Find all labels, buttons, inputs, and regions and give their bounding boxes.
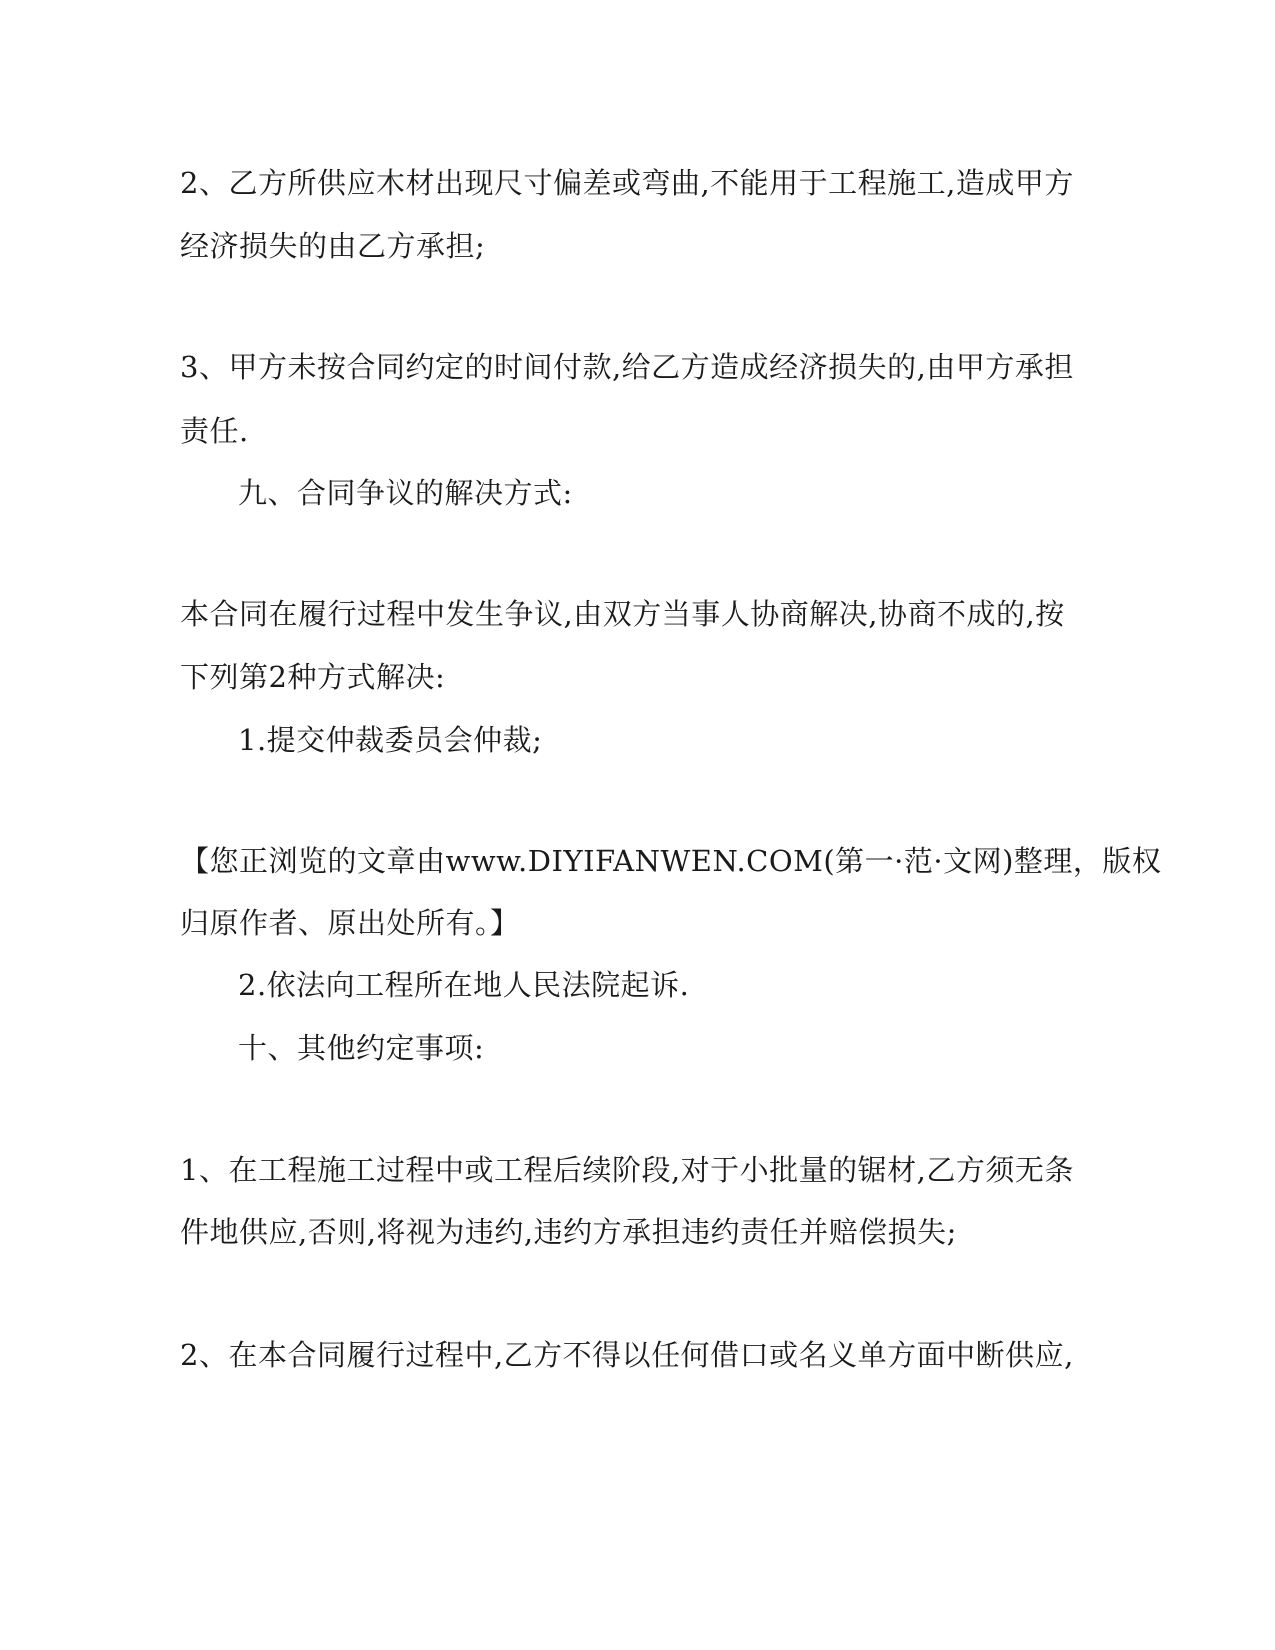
paragraph-line: 经济损失的由乙方承担; (180, 229, 486, 263)
list-item: 1.提交仲裁委员会仲裁; (238, 723, 543, 757)
paragraph-line: 本合同在履行过程中发生争议,由双方当事人协商解决,协商不成的,按 (180, 597, 1065, 631)
source-notice: 【您正浏览的文章由www.DIYIFANWEN.COM(第一·范·文网)整理，版权 (180, 844, 1162, 878)
source-notice: 归原作者、原出处所有。】 (180, 906, 520, 940)
paragraph-line: 1、在工程施工过程中或工程后续阶段,对于小批量的锯材,乙方须无条 (180, 1153, 1074, 1187)
list-item: 2.依法向工程所在地人民法院起诉. (238, 968, 690, 1002)
section-heading: 九、合同争议的解决方式: (238, 476, 573, 510)
paragraph-line: 件地供应,否则,将视为违约,违约方承担违约责任并赔偿损失; (180, 1215, 957, 1249)
paragraph-line: 责任. (180, 414, 249, 448)
paragraph-line: 2、在本合同履行过程中,乙方不得以任何借口或名义单方面中断供应, (180, 1338, 1074, 1372)
paragraph-line: 2、乙方所供应木材出现尺寸偏差或弯曲,不能用于工程施工,造成甲方 (180, 166, 1074, 200)
paragraph-line: 下列第2种方式解决: (180, 660, 446, 694)
paragraph-line: 3、甲方未按合同约定的时间付款,给乙方造成经济损失的,由甲方承担 (180, 350, 1074, 384)
section-heading: 十、其他约定事项: (238, 1031, 485, 1065)
